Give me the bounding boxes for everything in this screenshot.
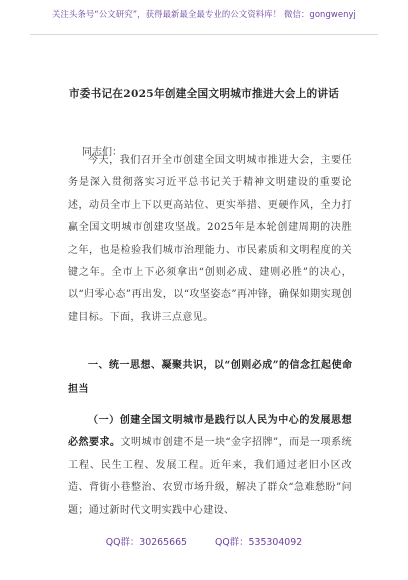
section-heading-1: 一、统一思想、凝聚共识，以“创则必成”的信念扛起使命担当 (68, 360, 353, 395)
salutation: 同志们： (82, 147, 122, 158)
footer-qq-group-2: QQ群：535304092 (215, 537, 303, 548)
subsection-heading-1: （一）创建全国文明城市是践行以人民为中心的发展思想必然要求。 (68, 415, 352, 449)
subsection-body-1: 文明城市创建不是一块“金字招牌”，而是一项系统工程、民生工程、发展工程。近年来，我们通过老旧小区改造、背街小巷整治、农贸市场升级，解决了群众“急难愁盼”问题；通过新时代文明实践中心建设、 (68, 437, 352, 516)
paragraph-subsection-1 (68, 410, 352, 522)
paragraph-intro: 今天，我们召开全市创建全国文明城市推进大会，主要任务是深入贯彻落实习近平总书记关于精神文明建设的重要论述，动员全市上下以更高站位、更实举措、更硬作风，全力打赢全国文明城市创建攻坚战。2025年是本轮创建周期的决胜之年，也是检验我们城市治理能力、市民素质和文明程度的关键之年。全市上下必须拿出“创则必成、建则必胜”的决心，以“归零心态”再出发，以“攻坚姿态”再冲锋，确保如期实现创建目标。下面，我讲三点意见。 (68, 155, 352, 323)
document-title: 市委书记在2025年创建全国文明城市推进大会上的讲话 (68, 88, 340, 100)
header-divider (30, 34, 378, 35)
header-promo-text: 关注头条号“公文研究”，获得最新最全最专业的公文资料库！ 微信：gongwenyj (52, 9, 356, 19)
footer-qq-group-1: QQ群：30265665 (105, 537, 188, 548)
footer-qq-groups (0, 534, 408, 548)
